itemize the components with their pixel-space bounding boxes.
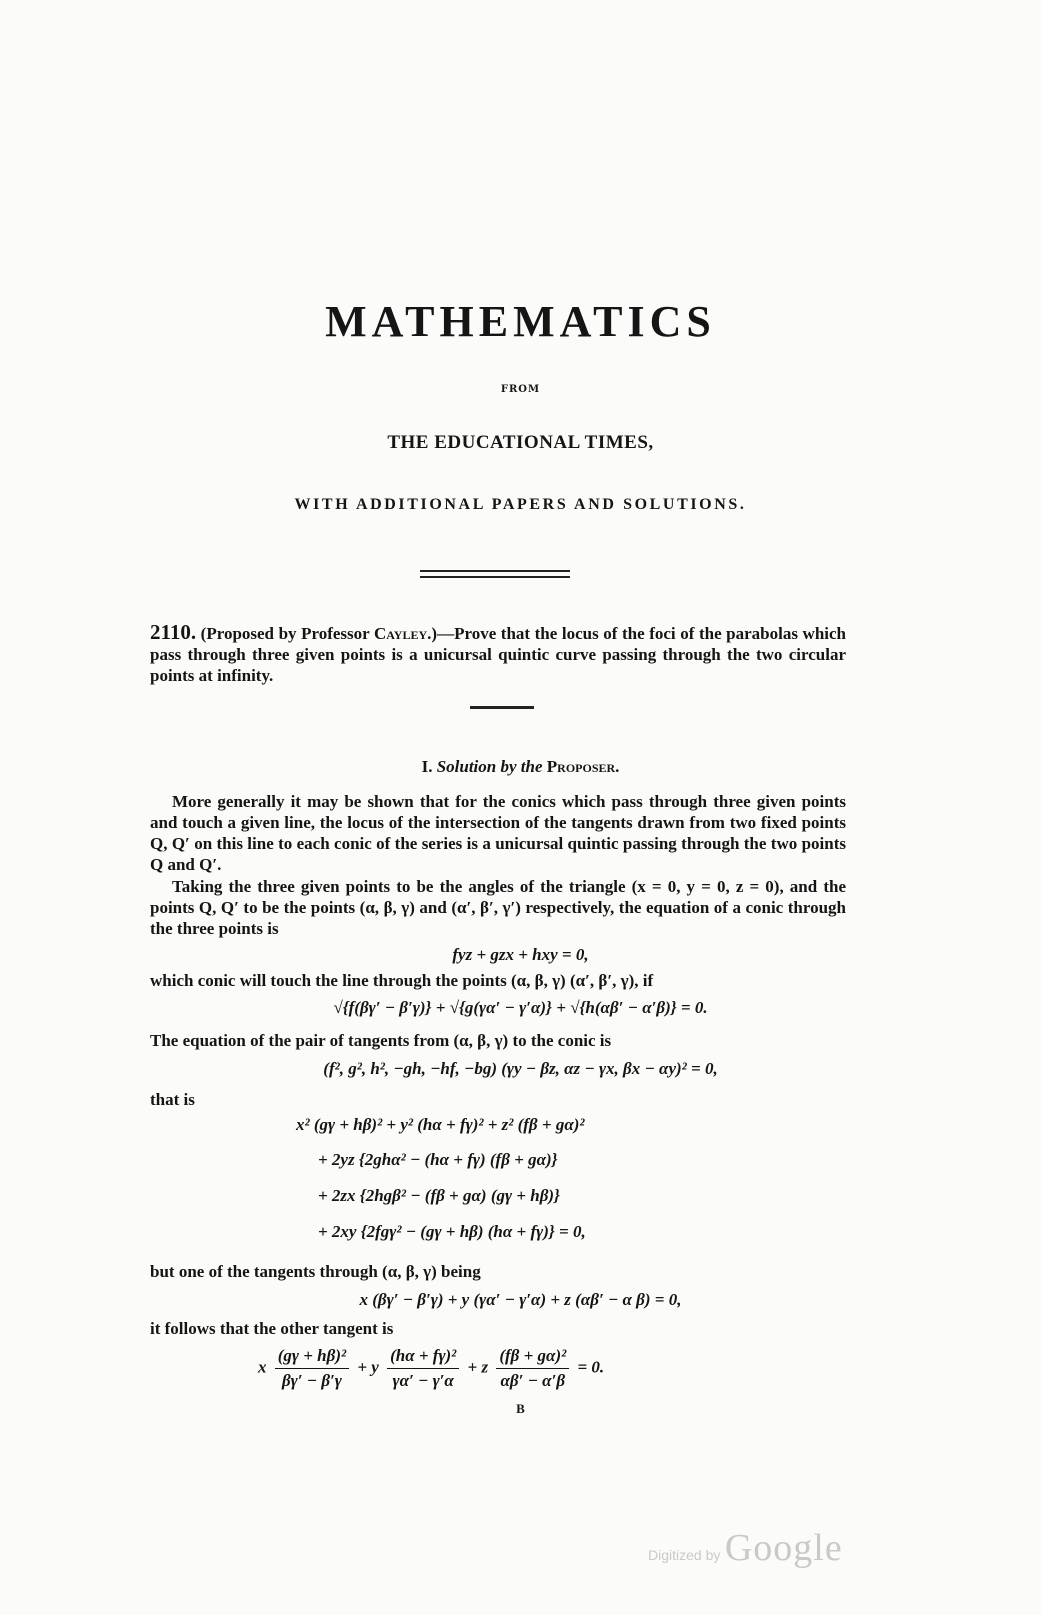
text-line-one-tangent: but one of the tangents through (α, β, γ) being — [150, 1262, 481, 1281]
fraction-2-denominator: γα′ − γ′α — [392, 1371, 454, 1390]
equation-conic: fyz + gzx + hxy = 0, — [452, 945, 589, 964]
watermark-google-logo: Google — [724, 1527, 843, 1569]
double-rule-top — [420, 570, 570, 572]
question-number: 2110. — [150, 620, 197, 644]
heading-prefix: I. — [421, 757, 437, 776]
equation-expanded-line-1: x² (gγ + hβ)² + y² (hα + fγ)² + z² (fβ + gα)² — [296, 1115, 585, 1134]
section-rule — [470, 706, 534, 709]
fraction-2-numerator: (hα + fγ)² — [387, 1346, 459, 1369]
text-line-other-tangent: it follows that the other tangent is — [150, 1319, 394, 1338]
google-watermark — [648, 1526, 843, 1570]
equation-expanded-line-2: + 2yz {2ghα² − (hα + fγ) (fβ + gα)} — [318, 1150, 558, 1169]
fraction-3-denominator: αβ′ − α′β — [500, 1371, 566, 1390]
eq-plus-z: + z — [467, 1357, 489, 1377]
equation-other-tangent — [258, 1346, 604, 1391]
heading-proposer: Proposer. — [546, 757, 620, 776]
equation-first-tangent: x (βγ′ − β′γ) + y (γα′ − γ′α) + z (αβ′ − α β) = 0, — [359, 1290, 682, 1309]
equation-expanded-line-4: + 2xy {2fgγ² − (gγ + hβ) (hα + fγ)} = 0, — [318, 1222, 586, 1241]
solution-heading — [0, 757, 1041, 777]
page-title: MATHEMATICS — [325, 297, 716, 346]
heading-italic: Solution by the — [436, 757, 547, 776]
fraction-1 — [275, 1346, 349, 1391]
equation-pair-of-tangents: (f², g², h², −gh, −hf, −bg) (γy − βz, αz − γx, βx − αy)² = 0, — [323, 1059, 718, 1078]
fraction-3 — [496, 1346, 569, 1391]
fraction-1-numerator: (gγ + hβ)² — [275, 1346, 349, 1369]
eq-equals-zero: = 0. — [577, 1357, 605, 1377]
question-body: .)—Prove that the locus of the foci of the parabolas which pass through three given points is a unicursal quintic curve passing through the two circular points at infinity. — [150, 624, 846, 685]
fraction-3-numerator: (fβ + gα)² — [496, 1346, 569, 1369]
from-label: FROM — [500, 384, 541, 395]
paragraph-1: More generally it may be shown that for the conics which pass through three given points and touch a given line, the locus of the intersection of the tangents drawn from two fixed points Q, Q′ on this line to each conic of the series is a unicursal quintic passing through the two points Q and Q′. — [150, 792, 846, 874]
paragraph-2: Taking the three given points to be the angles of the triangle (x = 0, y = 0, z = 0), and the points Q, Q′ to be the points (α, β, γ) and (α′, β′, γ′) respectively, the equation of a conic through the three points is — [150, 877, 846, 938]
watermark-digitized-by: Digitized by — [648, 1547, 721, 1563]
text-line-that-is: that is — [150, 1090, 195, 1109]
subtitle: THE EDUCATIONAL TIMES, — [387, 432, 654, 453]
eq-x: x — [258, 1357, 267, 1377]
equation-tangency-condition: √{f(βγ′ − β′γ)} + √{g(γα′ − γ′α)} + √{h(αβ′ − α′β)} = 0. — [333, 998, 708, 1017]
text-line-touch: which conic will touch the line through the points (α, β, γ) (α′, β′, γ), if — [150, 971, 654, 990]
question-text — [150, 622, 846, 686]
fraction-2 — [387, 1346, 459, 1391]
proposer-name: Cayley — [373, 624, 428, 643]
subtitle-additional: WITH ADDITIONAL PAPERS AND SOLUTIONS. — [294, 496, 747, 513]
equation-expanded-line-3: + 2zx {2hgβ² − (fβ + gα) (gγ + hβ)} — [318, 1186, 560, 1205]
question-intro: (Proposed by Professor — [196, 624, 374, 643]
signature-letter: B — [516, 1401, 525, 1416]
text-line-pair-of-tangents: The equation of the pair of tangents from (α, β, γ) to the conic is — [150, 1031, 612, 1050]
eq-plus-y: + y — [357, 1357, 379, 1377]
fraction-1-denominator: βγ′ − β′γ — [281, 1371, 342, 1390]
double-rule-bottom — [420, 576, 570, 578]
